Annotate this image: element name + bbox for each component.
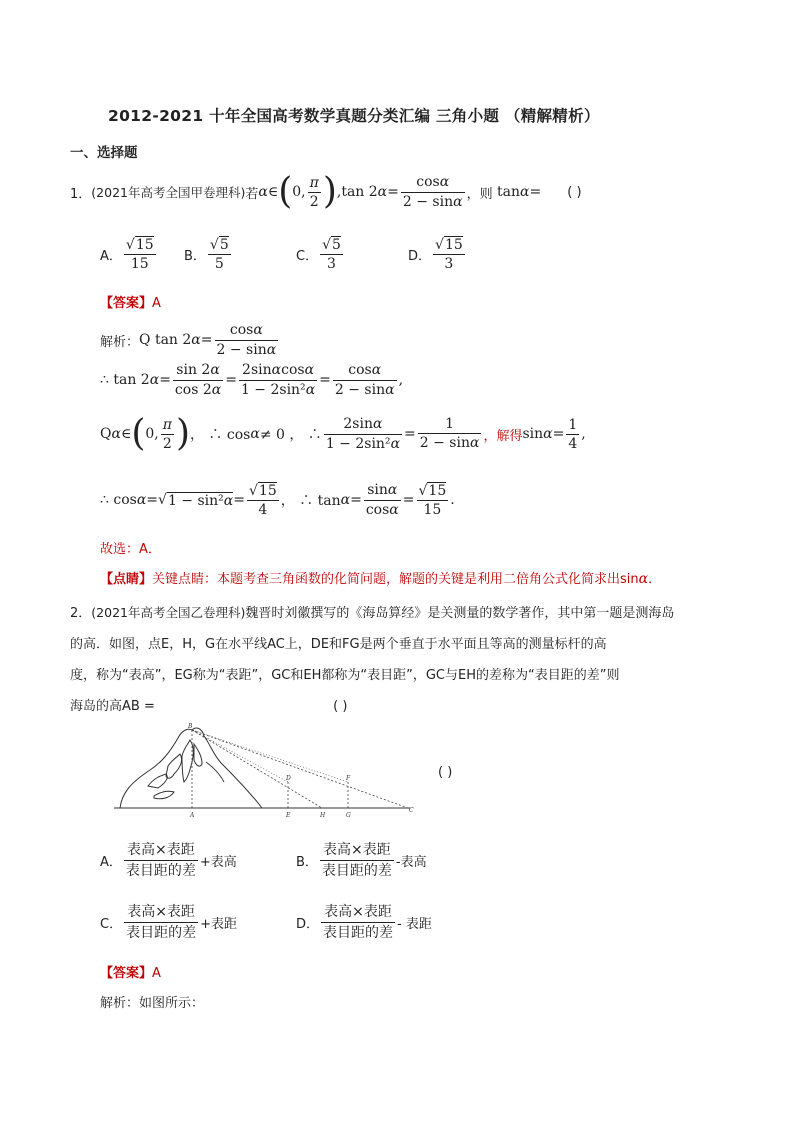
island-stroke xyxy=(194,744,202,766)
option-denominator: 3 xyxy=(444,255,454,272)
option-numerator: 15 xyxy=(444,236,463,253)
answer-value: A xyxy=(152,296,161,311)
option-numerator: 表高×表距 xyxy=(124,840,198,861)
page-title: 2012-2021 十年全国高考数学真题分类汇编 三角小题 （精解精析） xyxy=(108,107,600,125)
option-letter: A． xyxy=(100,248,122,264)
sight-bd xyxy=(192,730,288,782)
q1-stem: 1． (2021年高考全国甲卷理科) 若 α ∈ ( 0, $\frac{\pi}{2}$ ) ,tan 2 α = $\frac{\cos\alpha}{2 - \sin\alpha}$ ，则 tan α = ( ) xyxy=(70,171,582,212)
figure-blank: ( ) xyxy=(438,765,453,780)
q1-number: 1． xyxy=(70,186,92,202)
island-stroke xyxy=(166,754,182,778)
q2-option-a xyxy=(100,838,237,882)
island-stroke xyxy=(206,762,224,782)
q2-blank: ( ) xyxy=(333,699,348,714)
q1-analysis-line1: 解析： Q tan 2 α = $\frac{\cos\alpha}{2 - \sin\alpha}$ xyxy=(100,321,277,358)
q2-analysis: 解析：如图所示： xyxy=(100,996,205,1011)
q2-line1 xyxy=(70,602,674,621)
q2-source: (2021年高考全国乙卷理科) xyxy=(91,605,246,620)
option-tail: +表距 xyxy=(200,916,237,932)
q2-option-c xyxy=(100,900,237,944)
option-numerator: 5 xyxy=(219,236,229,253)
q1-conclusion: 故选：A． xyxy=(100,542,161,557)
q2-option-d xyxy=(296,900,432,944)
q1-then: ，则 xyxy=(466,186,493,202)
q1-keypoint: 【点睛】关键点睛：本题考查三角函数的化简问题，解题的关键是利用二倍角公式化简求出sinα． xyxy=(100,571,662,587)
keypoint-label: 【点睛】 xyxy=(100,572,153,587)
island-stroke xyxy=(148,774,167,788)
q1-option-a: A． $\frac{√15}{15}$ xyxy=(100,236,154,272)
answer-label: 【答案】 xyxy=(100,966,153,981)
option-denominator: 表目距的差 xyxy=(125,862,196,879)
q1-analysis-line2: ∴ tan 2 α = $\frac{\sin 2\alpha}{\cos 2\alpha}$ = $\frac{2\sin\alpha\cos\alpha}{\text{1 − 2sin²α}}$ = $\frac{\cos\alpha}{2 - \sin\alpha}$ , xyxy=(100,361,404,398)
option-letter: D． xyxy=(296,916,320,932)
option-letter: B． xyxy=(184,248,206,264)
section-heading: 一、选择题 xyxy=(70,145,138,161)
q2-option-b xyxy=(296,838,427,882)
q2-line4 xyxy=(70,695,347,714)
q2-line4-text: 海岛的高AB = xyxy=(70,699,155,714)
q1-blank: ( ) xyxy=(567,184,582,200)
q2-line1-text: 魏晋时刘徽撰写的《海岛算经》是关测量的数学著作，其中第一题是测海岛 xyxy=(245,606,675,621)
option-letter: D． xyxy=(408,248,432,264)
option-tail: - 表距 xyxy=(397,916,432,932)
q1-analysis-line4: ∴ cos α = √ 1 − sin²α = $\frac{√15}{4}$ ， ∴ tan α = $\frac{\sin\alpha}{\cos\alpha}$ = $\frac{√15}{15}$ . xyxy=(100,481,455,518)
option-denominator: 表目距的差 xyxy=(126,924,197,941)
option-denominator: 表目距的差 xyxy=(321,862,392,879)
label-g: G xyxy=(346,812,351,819)
option-numerator: 表高×表距 xyxy=(321,902,395,923)
option-letter: C． xyxy=(296,248,319,264)
answer-value: A xyxy=(152,966,161,981)
option-denominator: 15 xyxy=(130,255,149,272)
option-numerator: 15 xyxy=(135,236,154,253)
q1-analysis-line3: Q α ∈ ( 0, $\frac{\pi}{2}$ ) ， ∴ cos α ≠ 0 ， ∴ $\frac{2\sin\alpha}{\text{1 − 2sin²α}}$ = $\frac{1}{2 - \sin\alpha}$ ，解得 sin α = $\frac{1}{4}$ , xyxy=(100,413,586,454)
option-tail: +表高 xyxy=(199,854,237,870)
label-e: E xyxy=(286,812,291,819)
option-numerator: 表高×表距 xyxy=(320,840,394,861)
label-b: B xyxy=(188,723,193,730)
q1-option-c: C． $\frac{√5}{3}$ xyxy=(296,236,341,272)
analysis-label: 解析： xyxy=(100,334,140,350)
option-numerator: 表高×表距 xyxy=(124,902,198,923)
answer-label: 【答案】 xyxy=(100,296,153,311)
q1-option-b: B． $\frac{√5}{5}$ xyxy=(184,236,229,272)
sight-bh xyxy=(192,730,322,808)
keypoint-text: 关键点睛：本题考查三角函数的化简问题，解题的关键是利用二倍角公式化简求出sin xyxy=(152,572,639,587)
q2-answer xyxy=(100,962,161,981)
q1-answer xyxy=(100,292,161,311)
option-letter: C． xyxy=(100,916,123,932)
option-tail: -表高 xyxy=(395,854,427,870)
option-letter: B． xyxy=(296,854,318,870)
label-a: A xyxy=(190,812,195,819)
label-f: F xyxy=(346,775,351,782)
label-d: D xyxy=(286,775,291,782)
q1-if: 若 xyxy=(245,186,259,202)
sight-bc xyxy=(192,730,408,808)
option-denominator: 3 xyxy=(327,255,336,272)
island-figure xyxy=(110,722,420,822)
mountain-outline xyxy=(120,728,262,808)
option-denominator: 5 xyxy=(214,255,224,272)
island-stroke xyxy=(154,791,174,799)
q1-source: (2021年高考全国甲卷理科) xyxy=(91,185,246,200)
option-numerator: 5 xyxy=(332,236,341,253)
solve-text: ，解得 xyxy=(483,428,523,444)
option-letter: A． xyxy=(100,854,122,870)
q1-option-d: D． $\frac{√15}{3}$ xyxy=(408,236,463,272)
label-h: H xyxy=(320,812,326,819)
q2-line3: 度，称为“表高”，EG称为“表距”，GC和EH都称为“表目距”，GC与EH的差称为“表目距的差”则 xyxy=(70,668,620,683)
q2-number: 2． xyxy=(70,606,92,621)
q2-line2: 的高．如图，点E，H，G在水平线AC上，DE和FG是两个垂直于水平面且等高的测量标杆的高 xyxy=(70,637,607,652)
label-c: C xyxy=(409,807,414,814)
option-denominator: 表目距的差 xyxy=(323,924,394,941)
